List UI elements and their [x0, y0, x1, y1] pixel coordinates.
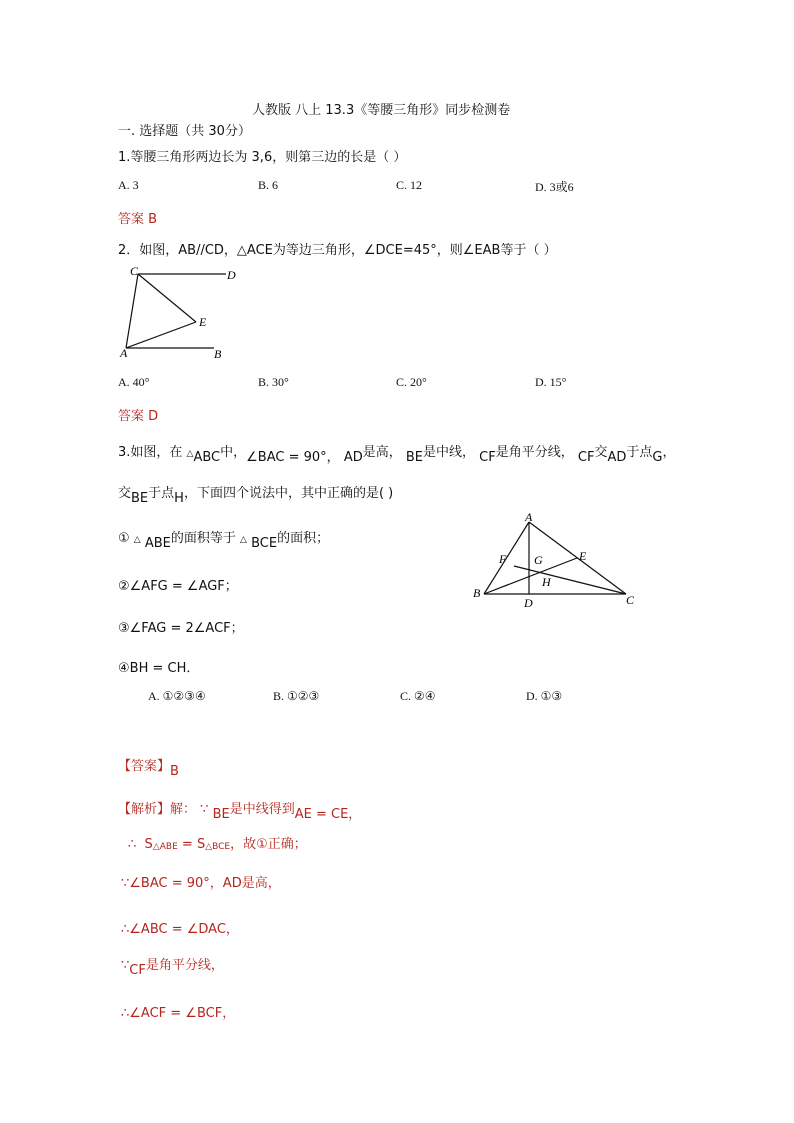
solution-line-1: 【解析】解： ∵ BE是中线得到AE = CE， — [118, 802, 362, 822]
solution-line-2: ∴ S△ABE = S△BCE，故①正确； — [128, 837, 307, 852]
label-c: C — [626, 593, 635, 607]
question-1: 1.等腰三角形两边长为 3,6，则第三边的长是（ ） — [118, 150, 407, 165]
median-be — [484, 558, 577, 594]
question-3-line-1: 3.如图，在 △ABC中，∠BAC = 90°， AD是高， BE是中线， CF是角平分线， CF交AD于点G， — [118, 445, 676, 465]
label-a: A — [525, 512, 533, 524]
label-g: G — [534, 553, 543, 567]
q3-option-c: C. ②④ — [400, 689, 436, 703]
q3-statement-2: ②∠AFG = ∠AGF； — [118, 579, 238, 594]
q1-option-a: A. 3 — [118, 178, 139, 192]
label-a: A — [120, 346, 128, 360]
bisector-cf — [514, 566, 626, 594]
q1-option-d: D. 3或6 — [535, 180, 574, 194]
segment-ae — [126, 322, 196, 348]
label-d: D — [227, 268, 236, 282]
q3-option-d: D. ①③ — [526, 689, 563, 703]
label-e: E — [199, 315, 207, 329]
section-heading: 一. 选择题（共 30分） — [118, 124, 251, 139]
segment-ab — [484, 522, 529, 594]
label-b: B — [214, 347, 222, 361]
q3-statement-1: ① △ ABE的面积等于 △ BCE的面积； — [118, 531, 330, 551]
q2-option-c: C. 20° — [396, 375, 427, 389]
label-e: E — [579, 549, 587, 563]
label-c: C — [130, 264, 139, 278]
q3-statement-4: ④BH = CH． — [118, 661, 200, 676]
q1-answer: 答案 B — [118, 212, 158, 227]
q3-answer: 【答案】B — [118, 759, 179, 779]
solution-line-5: ∵CF是角平分线， — [121, 958, 224, 978]
q3-option-a: A. ①②③④ — [148, 689, 206, 703]
label-f: F — [499, 552, 507, 566]
q2-option-a: A. 40° — [118, 375, 150, 389]
solution-line-3: ∵∠BAC = 90°，AD是高， — [121, 876, 281, 891]
q1-option-b: B. 6 — [258, 178, 279, 192]
solution-line-6: ∴∠ACF = ∠BCF， — [121, 1006, 236, 1021]
segment-ce — [138, 274, 196, 322]
question-3-line-2: 交BE于点H，下面四个说法中，其中正确的是( ) — [118, 486, 394, 506]
label-d: D — [524, 596, 533, 610]
q3-figure — [466, 512, 646, 612]
q2-figure — [116, 262, 246, 362]
segment-ca — [126, 274, 138, 348]
q1-option-c: C. 12 — [396, 178, 423, 192]
question-2: 2．如图，AB//CD，△ACE为等边三角形，∠DCE=45°，则∠EAB等于（ ） — [118, 243, 557, 258]
label-h: H — [542, 575, 551, 589]
q2-option-b: B. 30° — [258, 375, 289, 389]
label-b: B — [473, 586, 481, 600]
q2-answer: 答案 D — [118, 409, 159, 424]
page-title: 人教版 八上 13.3《等腰三角形》同步检测卷 — [252, 103, 511, 118]
q2-option-d: D. 15° — [535, 375, 567, 389]
solution-line-4: ∴∠ABC = ∠DAC， — [121, 922, 239, 937]
q3-statement-3: ③∠FAG = 2∠ACF； — [118, 621, 244, 636]
q3-option-b: B. ①②③ — [273, 689, 320, 703]
